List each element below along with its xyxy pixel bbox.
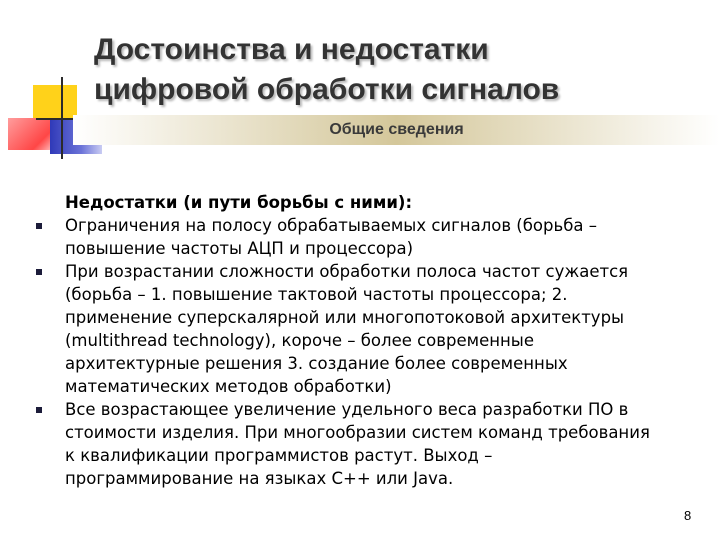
bullet-line: архитектурные решения 3. создание более современных: [65, 354, 568, 373]
bullet-line: Ограничения на полосу обрабатываемых сигналов (борьба –: [65, 216, 597, 235]
bullet-line: к квалификации программистов растут. Выход –: [65, 446, 493, 465]
bullet-line: математических методов обработки): [65, 377, 392, 396]
bullet-line: программирование на языках С++ или Java.: [65, 469, 454, 488]
decor-red-square: [8, 118, 56, 150]
bullet-line: применение суперскалярной или многопотоковой архитектуры: [65, 308, 625, 327]
square-bullet-icon: [36, 223, 42, 229]
bullet-line: повышение частоты АЦП и процессора): [65, 239, 414, 258]
bullet-line: (борьба – 1. повышение тактовой частоты процессора; 2.: [65, 285, 568, 304]
bullet-item: [36, 214, 706, 260]
bullet-line: (multithread technology), короче – более современные: [65, 331, 534, 350]
slide-title-line: цифровой обработки сигналов: [94, 73, 560, 106]
square-bullet-icon: [36, 269, 42, 275]
square-bullet-icon: [36, 407, 42, 413]
bullet-line: стоимости изделия. При многообразии систем команд требования: [65, 423, 650, 442]
slide-subtitle: Общие сведения: [329, 121, 464, 138]
bullet-item: [36, 260, 706, 398]
bullet-line: При возрастании сложности обработки полоса частот сужается: [65, 262, 629, 281]
slide-title-line: Достоинства и недостатки: [94, 33, 489, 66]
slide-body: [36, 191, 706, 490]
bullet-line: Все возрастающее увеличение удельного веса разработки ПО в: [65, 400, 629, 419]
subtitle-band: [73, 115, 720, 145]
slide-title: [94, 30, 559, 110]
page-number: 8: [684, 508, 692, 523]
section-heading: Недостатки (и пути борьбы с ними):: [65, 193, 413, 212]
bullet-item: [36, 398, 706, 490]
